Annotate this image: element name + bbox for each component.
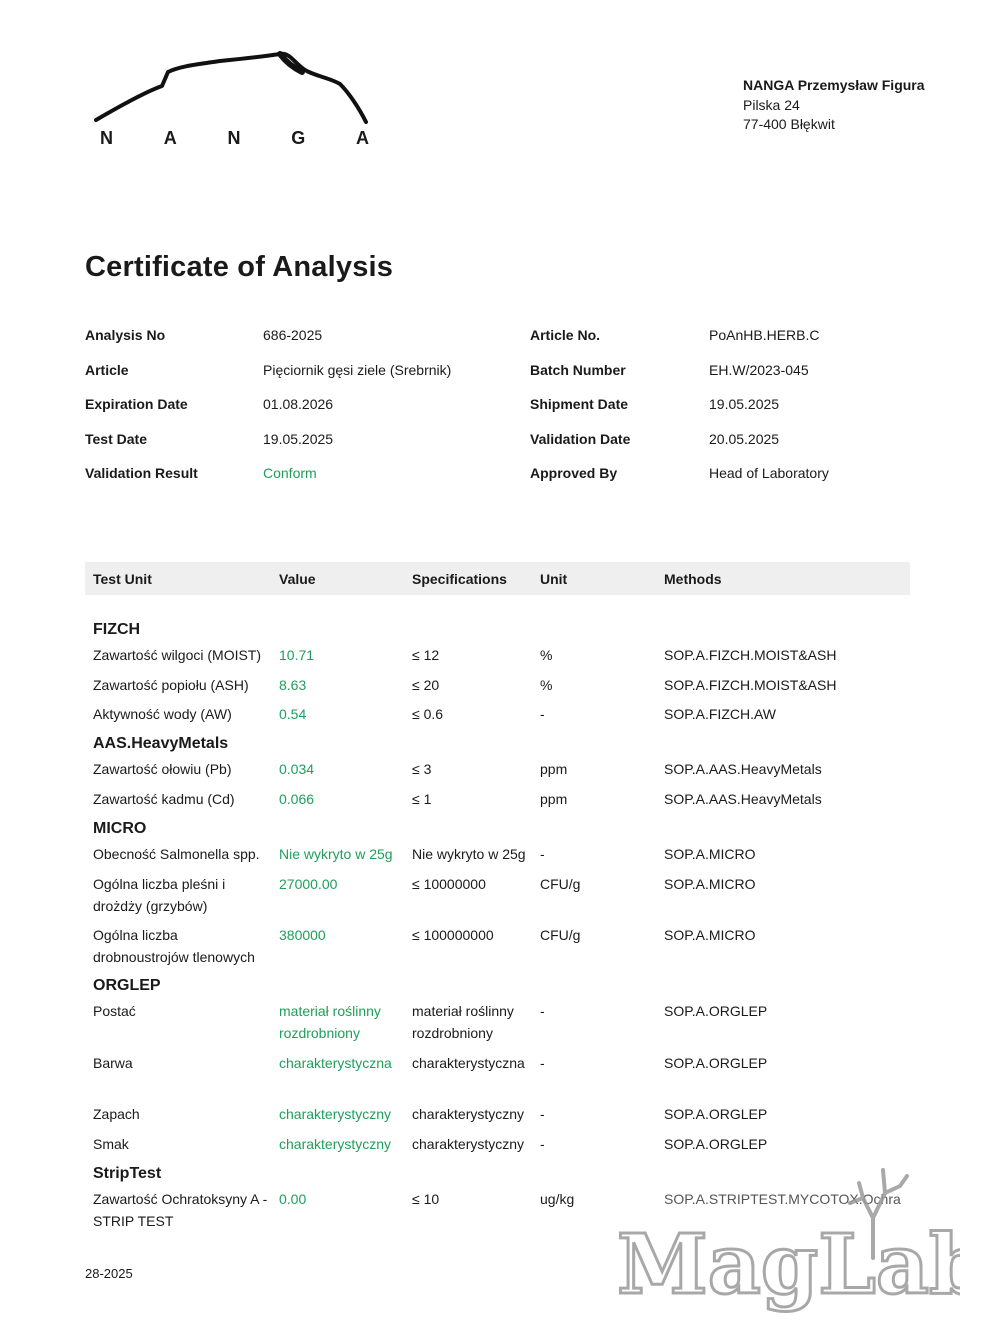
test-name: Zawartość wilgoci (MOIST) <box>93 647 262 663</box>
column-header: Unit <box>540 571 568 587</box>
test-value: materiał roślinny rozdrobniony <box>279 1003 381 1041</box>
test-spec: ≤ 20 <box>412 677 440 693</box>
test-unit: - <box>540 846 545 862</box>
test-name: Zawartość Ochratoksyny A - STRIP TEST <box>93 1191 268 1229</box>
test-unit: - <box>540 1136 545 1152</box>
meta-value: 19.05.2025 <box>263 430 334 447</box>
test-unit: ppm <box>540 761 568 777</box>
meta-row <box>85 327 451 362</box>
meta-value: Pięciornik gęsi ziele (Srebrnik) <box>263 361 452 378</box>
company-name: NANGA Przemysław Figura <box>743 77 925 93</box>
test-value: 10.71 <box>279 647 315 663</box>
test-name: Barwa <box>93 1055 133 1071</box>
test-unit: - <box>540 1003 545 1019</box>
meta-label: Approved By <box>530 465 618 481</box>
mountain-logo-icon <box>90 48 380 128</box>
test-spec: Nie wykryto w 25g <box>412 846 526 862</box>
meta-label: Analysis No <box>85 327 166 343</box>
meta-value: 01.08.2026 <box>263 396 334 412</box>
meta-label: Validation Result <box>85 465 198 481</box>
test-unit: - <box>540 1106 545 1122</box>
column-header: Methods <box>664 571 722 587</box>
test-unit: % <box>540 647 553 663</box>
test-spec: ≤ 100000000 <box>412 927 494 943</box>
meta-row <box>530 362 829 397</box>
test-name: Zawartość kadmu (Cd) <box>93 791 235 807</box>
test-spec: ≤ 10 <box>412 1191 440 1207</box>
test-method: SOP.A.ORGLEP <box>664 1055 768 1071</box>
column-header: Specifications <box>412 571 507 587</box>
test-unit: - <box>540 706 545 722</box>
test-name: Zawartość ołowiu (Pb) <box>93 761 232 777</box>
meta-value: PoAnHB.HERB.C <box>709 327 820 343</box>
test-value: 380000 <box>279 927 326 943</box>
footer-number: 28-2025 <box>85 1266 133 1281</box>
meta-row <box>530 465 829 500</box>
test-spec: ≤ 3 <box>412 761 432 777</box>
column-header: Value <box>279 571 316 587</box>
logo-letter: A <box>163 128 178 148</box>
test-name: Obecność Salmonella spp. <box>93 846 260 862</box>
test-method: SOP.A.AAS.HeavyMetals <box>664 791 822 807</box>
meta-label: Validation Date <box>530 430 631 447</box>
test-method: SOP.A.MICRO <box>664 927 756 943</box>
logo-letter: N <box>227 128 242 148</box>
test-value: 27000.00 <box>279 876 338 892</box>
maglab-logo-icon <box>615 1158 960 1318</box>
meta-row <box>85 465 451 500</box>
test-method: SOP.A.FIZCH.MOIST&ASH <box>664 677 837 693</box>
validation-result: Conform <box>263 465 317 481</box>
test-value: charakterystyczny <box>279 1106 392 1122</box>
test-spec: ≤ 10000000 <box>412 876 486 892</box>
meta-value: Head of Laboratory <box>709 465 829 481</box>
logo-letter: N <box>100 128 114 148</box>
test-unit: - <box>540 1055 545 1071</box>
meta-label: Test Date <box>85 430 147 447</box>
meta-value: 20.05.2025 <box>709 430 780 447</box>
meta-left <box>85 327 451 500</box>
meta-row <box>85 396 451 431</box>
column-header: Test Unit <box>93 571 152 587</box>
test-name: Ogólna liczba drobnoustrojów tlenowych <box>93 927 255 965</box>
test-spec: ≤ 12 <box>412 647 440 663</box>
test-name: Zapach <box>93 1106 140 1122</box>
test-spec: ≤ 0.6 <box>412 706 444 722</box>
page-title: Certificate of Analysis <box>85 251 394 283</box>
test-unit: ppm <box>540 791 568 807</box>
test-method: SOP.A.MICRO <box>664 846 756 862</box>
test-value: Nie wykryto w 25g <box>279 846 393 862</box>
company-city: 77-400 Błękwit <box>743 116 835 132</box>
nanga-logo <box>90 48 380 158</box>
table-header <box>85 562 910 595</box>
test-unit: CFU/g <box>540 876 581 892</box>
test-name: Zawartość popiołu (ASH) <box>93 677 249 693</box>
test-value: 0.034 <box>279 761 315 777</box>
meta-value: EH.W/2023-045 <box>709 361 809 378</box>
test-method: SOP.A.ORGLEP <box>664 1136 768 1152</box>
logo-letter: G <box>291 128 307 148</box>
test-name: Postać <box>93 1003 136 1019</box>
test-spec: charakterystyczny <box>412 1136 525 1152</box>
test-method: SOP.A.ORGLEP <box>664 1003 768 1019</box>
meta-row <box>85 431 451 466</box>
meta-row <box>530 396 829 431</box>
meta-value: 19.05.2025 <box>709 396 780 412</box>
meta-row <box>85 362 451 397</box>
test-value: charakterystyczna <box>279 1055 392 1071</box>
company-street: Pilska 24 <box>743 96 800 113</box>
section-title: MICRO <box>93 820 147 837</box>
test-value: charakterystyczny <box>279 1136 392 1152</box>
test-value: 0.066 <box>279 791 315 807</box>
test-value: 0.54 <box>279 706 307 722</box>
results-table <box>85 562 910 1229</box>
test-unit: CFU/g <box>540 927 581 943</box>
test-name: Smak <box>93 1136 129 1152</box>
test-name: Ogólna liczba pleśni i drożdży (grzybów) <box>93 876 226 914</box>
meta-row <box>530 431 829 466</box>
maglab-watermark <box>615 1158 960 1318</box>
test-method: SOP.A.ORGLEP <box>664 1106 768 1122</box>
section-title: FIZCH <box>93 621 141 638</box>
test-method: SOP.A.MICRO <box>664 876 756 892</box>
logo-letter: A <box>355 128 370 148</box>
test-spec: materiał roślinny rozdrobniony <box>412 1003 514 1041</box>
watermark-text: MagLab <box>617 1217 960 1313</box>
test-spec: ≤ 1 <box>412 791 432 807</box>
test-spec: charakterystyczna <box>412 1055 525 1071</box>
meta-value: 686-2025 <box>263 327 323 343</box>
test-method: SOP.A.STRIPTEST.MYCOTOX.Ochra <box>664 1191 901 1207</box>
meta-label: Article <box>85 361 129 378</box>
test-value: 0.00 <box>279 1191 307 1207</box>
section-title: StripTest <box>93 1165 162 1182</box>
company-address <box>743 76 925 135</box>
test-method: SOP.A.FIZCH.MOIST&ASH <box>664 647 837 663</box>
meta-right <box>530 327 829 500</box>
test-method: SOP.A.FIZCH.AW <box>664 706 777 722</box>
meta-row <box>530 327 829 362</box>
test-value: 8.63 <box>279 677 307 693</box>
test-unit: ug/kg <box>540 1191 575 1207</box>
meta-label: Expiration Date <box>85 396 188 412</box>
meta-label: Article No. <box>530 327 601 343</box>
section-title: AAS.HeavyMetals <box>93 735 229 752</box>
test-unit: % <box>540 677 553 693</box>
test-method: SOP.A.AAS.HeavyMetals <box>664 761 822 777</box>
test-name: Aktywność wody (AW) <box>93 706 232 722</box>
test-spec: charakterystyczny <box>412 1106 525 1122</box>
meta-label: Shipment Date <box>530 396 629 412</box>
meta-label: Batch Number <box>530 361 626 378</box>
section-title: ORGLEP <box>93 977 161 994</box>
